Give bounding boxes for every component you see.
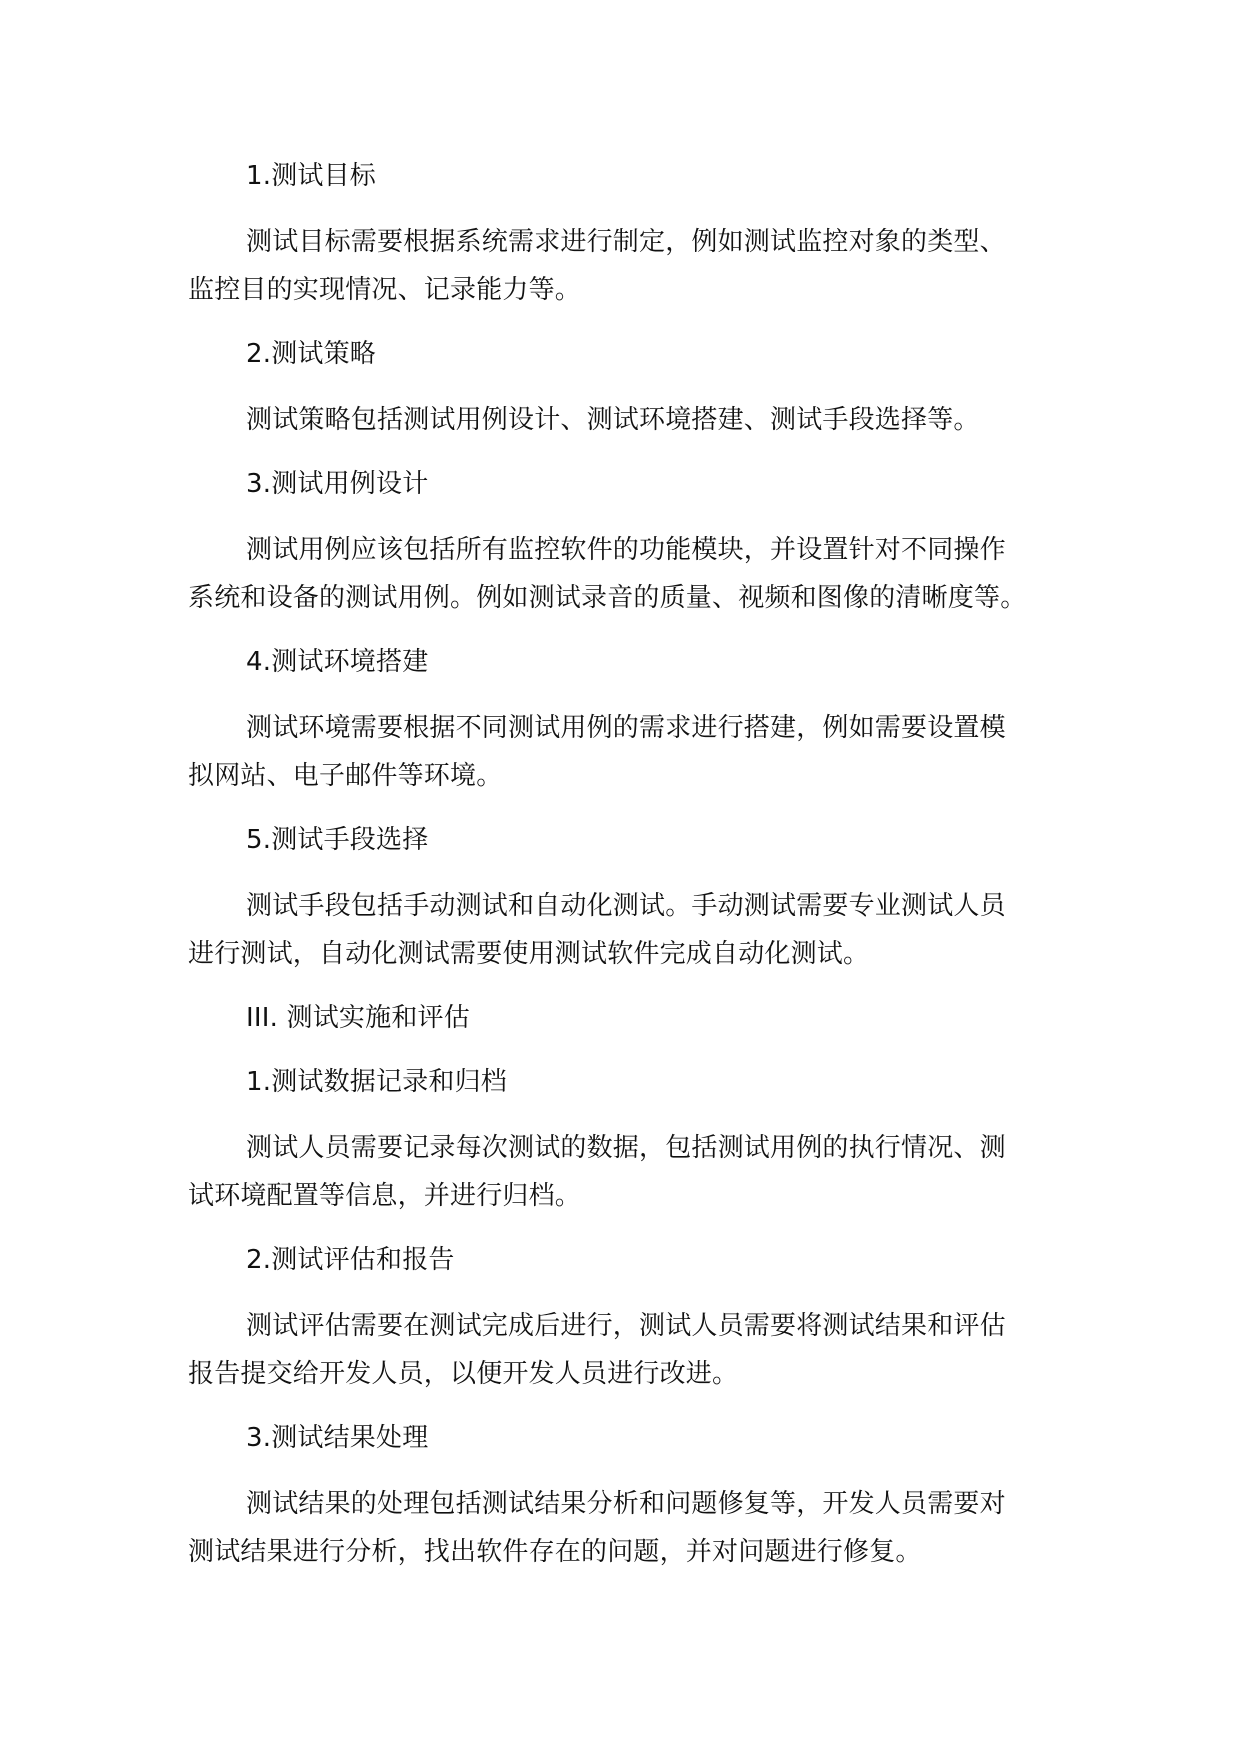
heading-test-method: 5.测试手段选择: [246, 825, 429, 855]
paragraph-line: 测试手段包括手动测试和自动化测试。手动测试需要专业测试人员: [246, 891, 1006, 921]
paragraph-line: 测试人员需要记录每次测试的数据，包括测试用例的执行情况、测: [246, 1133, 1006, 1163]
paragraph-line: 试环境配置等信息，并进行归档。: [188, 1181, 582, 1211]
paragraph-line: 拟网站、电子邮件等环境。: [188, 761, 503, 791]
paragraph-line: 测试用例应该包括所有监控软件的功能模块，并设置针对不同操作: [246, 535, 1006, 565]
heading-result-handling: 3.测试结果处理: [246, 1423, 429, 1453]
heading-test-strategy: 2.测试策略: [246, 339, 377, 369]
paragraph-line: 系统和设备的测试用例。例如测试录音的质量、视频和图像的清晰度等。: [188, 583, 1027, 613]
heading-data-recording: 1.测试数据记录和归档: [246, 1067, 508, 1097]
paragraph-line: 测试环境需要根据不同测试用例的需求进行搭建，例如需要设置模: [246, 713, 1006, 743]
heading-evaluation-report: 2.测试评估和报告: [246, 1245, 455, 1275]
paragraph-line: 测试结果的处理包括测试结果分析和问题修复等，开发人员需要对: [246, 1489, 1006, 1519]
paragraph-line: 报告提交给开发人员，以便开发人员进行改进。: [188, 1359, 739, 1389]
paragraph-line: 测试结果进行分析，找出软件存在的问题，并对问题进行修复。: [188, 1537, 922, 1567]
heading-test-goal: 1.测试目标: [246, 161, 377, 191]
paragraph-line: 测试目标需要根据系统需求进行制定，例如测试监控对象的类型、: [246, 227, 1006, 257]
section-heading-iii: III. 测试实施和评估: [246, 1003, 470, 1033]
paragraph-line: 测试策略包括测试用例设计、测试环境搭建、测试手段选择等。: [246, 405, 980, 435]
heading-test-environment: 4.测试环境搭建: [246, 647, 429, 677]
heading-test-case-design: 3.测试用例设计: [246, 469, 429, 499]
paragraph-line: 进行测试，自动化测试需要使用测试软件完成自动化测试。: [188, 939, 870, 969]
paragraph-line: 监控目的实现情况、记录能力等。: [188, 275, 582, 305]
paragraph-line: 测试评估需要在测试完成后进行，测试人员需要将测试结果和评估: [246, 1311, 1006, 1341]
